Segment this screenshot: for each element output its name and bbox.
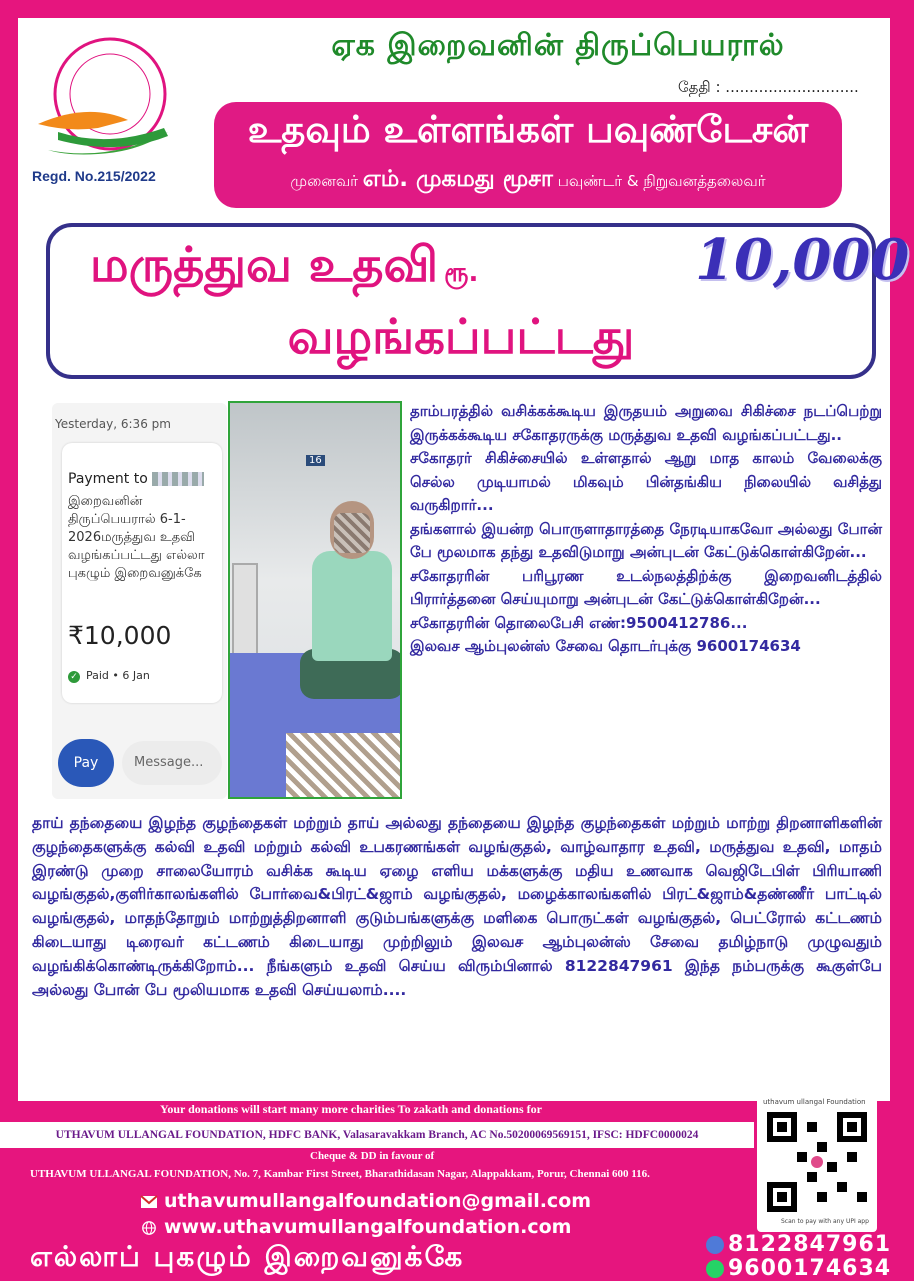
founder-suffix: பவுண்டர் & நிறுவனத்தலைவர் <box>557 172 766 190</box>
payment-amount: ₹10,000 <box>68 621 172 650</box>
globe-icon <box>140 1220 158 1236</box>
bank-details: UTHAVUM ULLANGAL FOUNDATION, HDFC BANK, Valasaravakkam Branch, AC No.50200069569151, IFSC: HDFC0000024 <box>0 1122 754 1148</box>
payment-card <box>62 443 222 703</box>
aid-headline-box <box>46 223 910 379</box>
story-paragraph: சகோதரரின் பரிபூரண உடல்நலத்திற்க்கு இறைவனிடத்தில் பிரார்த்தனை செய்யுமாறு அன்புடன் கேட்டுக்கொள்கிறேன்... <box>410 566 882 608</box>
aid-amount: 10,000 <box>695 227 910 293</box>
phonepe-icon <box>706 1236 724 1254</box>
email-text: uthavumullangalfoundation@gmail.com <box>164 1190 592 1212</box>
aid-headline-line1 <box>90 237 478 299</box>
payment-status <box>68 669 150 683</box>
foundation-logo <box>28 32 178 172</box>
redacted-name <box>152 472 204 486</box>
story-paragraph: சகோதரரின் தொலைபேசி எண்:9500412786... <box>410 613 748 632</box>
phone-number-primary[interactable] <box>706 1232 891 1257</box>
payment-status-text: Paid • 6 Jan <box>86 669 150 682</box>
message-input[interactable]: Message... <box>122 741 222 785</box>
website-text: www.uthavumullangalfoundation.com <box>164 1216 572 1238</box>
founder-line <box>214 166 842 195</box>
website-link[interactable] <box>140 1216 571 1238</box>
patient-photo <box>228 401 402 799</box>
founder-prefix: முனைவர் <box>290 172 359 190</box>
pay-button[interactable]: Pay <box>58 739 114 787</box>
phone-number-whatsapp[interactable] <box>706 1256 891 1281</box>
donation-line: Your donations will start many more charities To zakath and donations for <box>160 1102 542 1116</box>
currency-label: ரூ. <box>444 258 479 288</box>
qr-code <box>767 1112 867 1212</box>
registration-number: Regd. No.215/2022 <box>32 168 156 184</box>
organization-banner <box>214 102 842 208</box>
story-paragraph: தாம்பரத்தில் வசிக்கக்கூடிய இருதயம் அறுவை சிகிச்சை நடப்பெற்று இருக்கக்கூடிய சகோதரருக்கு மருத்துவ உதவி வழங்கப்பட்டது.. <box>410 402 882 444</box>
mail-icon <box>140 1194 158 1210</box>
payment-timestamp: Yesterday, 6:36 pm <box>55 417 171 431</box>
aid-headline-line2: வழங்கப்பட்டது <box>287 309 635 365</box>
founder-name: எம். முகமது மூசா <box>362 166 553 192</box>
story-text <box>410 400 882 659</box>
email-link[interactable] <box>140 1190 591 1212</box>
qr-caption: Scan to pay with any UPI app <box>781 1218 869 1225</box>
bed-number: 16 <box>306 455 325 466</box>
organization-name: உதவும் உள்ளங்கள் பவுண்டேசன் <box>247 108 809 151</box>
whatsapp-icon <box>706 1260 724 1278</box>
payment-to-label: Payment to <box>68 471 148 487</box>
phone-text: 8122847961 <box>728 1232 892 1257</box>
address-line: UTHAVUM ULLANGAL FOUNDATION, No. 7, Kambar First Street, Bharathidasan Nagar, Alappakkam, Porur, Chennai 600 116. <box>30 1168 650 1180</box>
story-paragraph: இலவச ஆம்புலன்ஸ் சேவை தொடர்புக்கு 9600174634 <box>410 637 801 655</box>
aid-title: மருத்துவ உதவி <box>90 237 439 293</box>
qr-title: uthavum ullangal Foundation <box>763 1098 866 1106</box>
services-text: தாய் தந்தையை இழந்த குழந்தைகள் மற்றும் தாய் அல்லது தந்தையை இழந்த குழந்தைகள் மற்றும் மாற்று திறனாளிகளின் குழந்தைகளுக்கு கல்வி உதவி மற்றும் கல்வி உபகரணங்கள் வழங்குதல், வாழ்வாதார உதவி, மருத்துவ உதவி, மாதம் இரண்டு முறை சாலையோரம் வசிக்க கூடிய ஏழை எளிய மக்களுக்கு மதிய உணவாக வெஜிடேபிள் பிரியாணி வழங்குதல்,குளிர்காலங்களில் போர்வை&பிரட்&ஜாம் வழங்குதல், மழைக்காலங்களில் பிரட்&ஜாம்&தண்ணீர் பாட்டில் வழங்குதல், மாதந்தோறும் மாற்றுத்திறனாளி குடும்பங்களுக்கு மளிகை பொருட்கள் வழங்குதல், பெட்ரோல் கட்டணம் கிடையாது டிரைவர் கட்டணம் கிடையாது முற்றிலும் இலவச ஆம்புலன்ஸ் சேவை தமிழ்நாடு முழுவதும் வழங்கிக்கொண்டிருக்கிறோம்... நீங்களும் உதவி செய்ய விரும்பினால் 8122847961 இந்த நம்பருக்கு கூகுள்பே அல்லது போன் பே மூலியமாக உதவி செய்யலாம்.... <box>32 814 882 999</box>
date-field: தேதி : ............................ <box>678 78 859 96</box>
upi-qr-card[interactable] <box>757 1094 877 1232</box>
poster-sheet <box>18 18 910 1101</box>
blurred-face <box>334 513 370 553</box>
payment-note: இறைவனின் திருப்பெயரால் 6-1-2026மருத்துவ உதவி வழங்கப்பட்டது எல்லா புகழும் இறைவனுக்கே <box>68 494 205 581</box>
cheque-line: Cheque & DD in favour of <box>310 1150 435 1162</box>
tagline: ஏக இறைவனின் திருப்பெயரால் <box>331 28 785 63</box>
phone-text: 9600174634 <box>728 1256 892 1281</box>
payment-recipient <box>68 471 204 487</box>
story-paragraph: சகோதரர் சிகிச்சையில் உள்ளதால் ஆறு மாத காலம் வேலைக்கு செல்ல முடியாமல் மிகவும் பின்தங்கிய நிலையில் வசித்து வருகிறார்... <box>410 449 882 514</box>
story-paragraph: தங்களால் இயன்ற பொருளாதாரத்தை நேரடியாகவோ அல்லது போன் பே மூலமாக தந்து உதவிடுமாறு அன்புடன் கேட்டுக்கொள்கிறேன்... <box>410 519 882 561</box>
praise-line: எல்லாப் புகழும் இறைவனுக்கே <box>30 1240 465 1273</box>
payment-screenshot <box>52 403 227 799</box>
check-icon: ✓ <box>68 671 80 683</box>
